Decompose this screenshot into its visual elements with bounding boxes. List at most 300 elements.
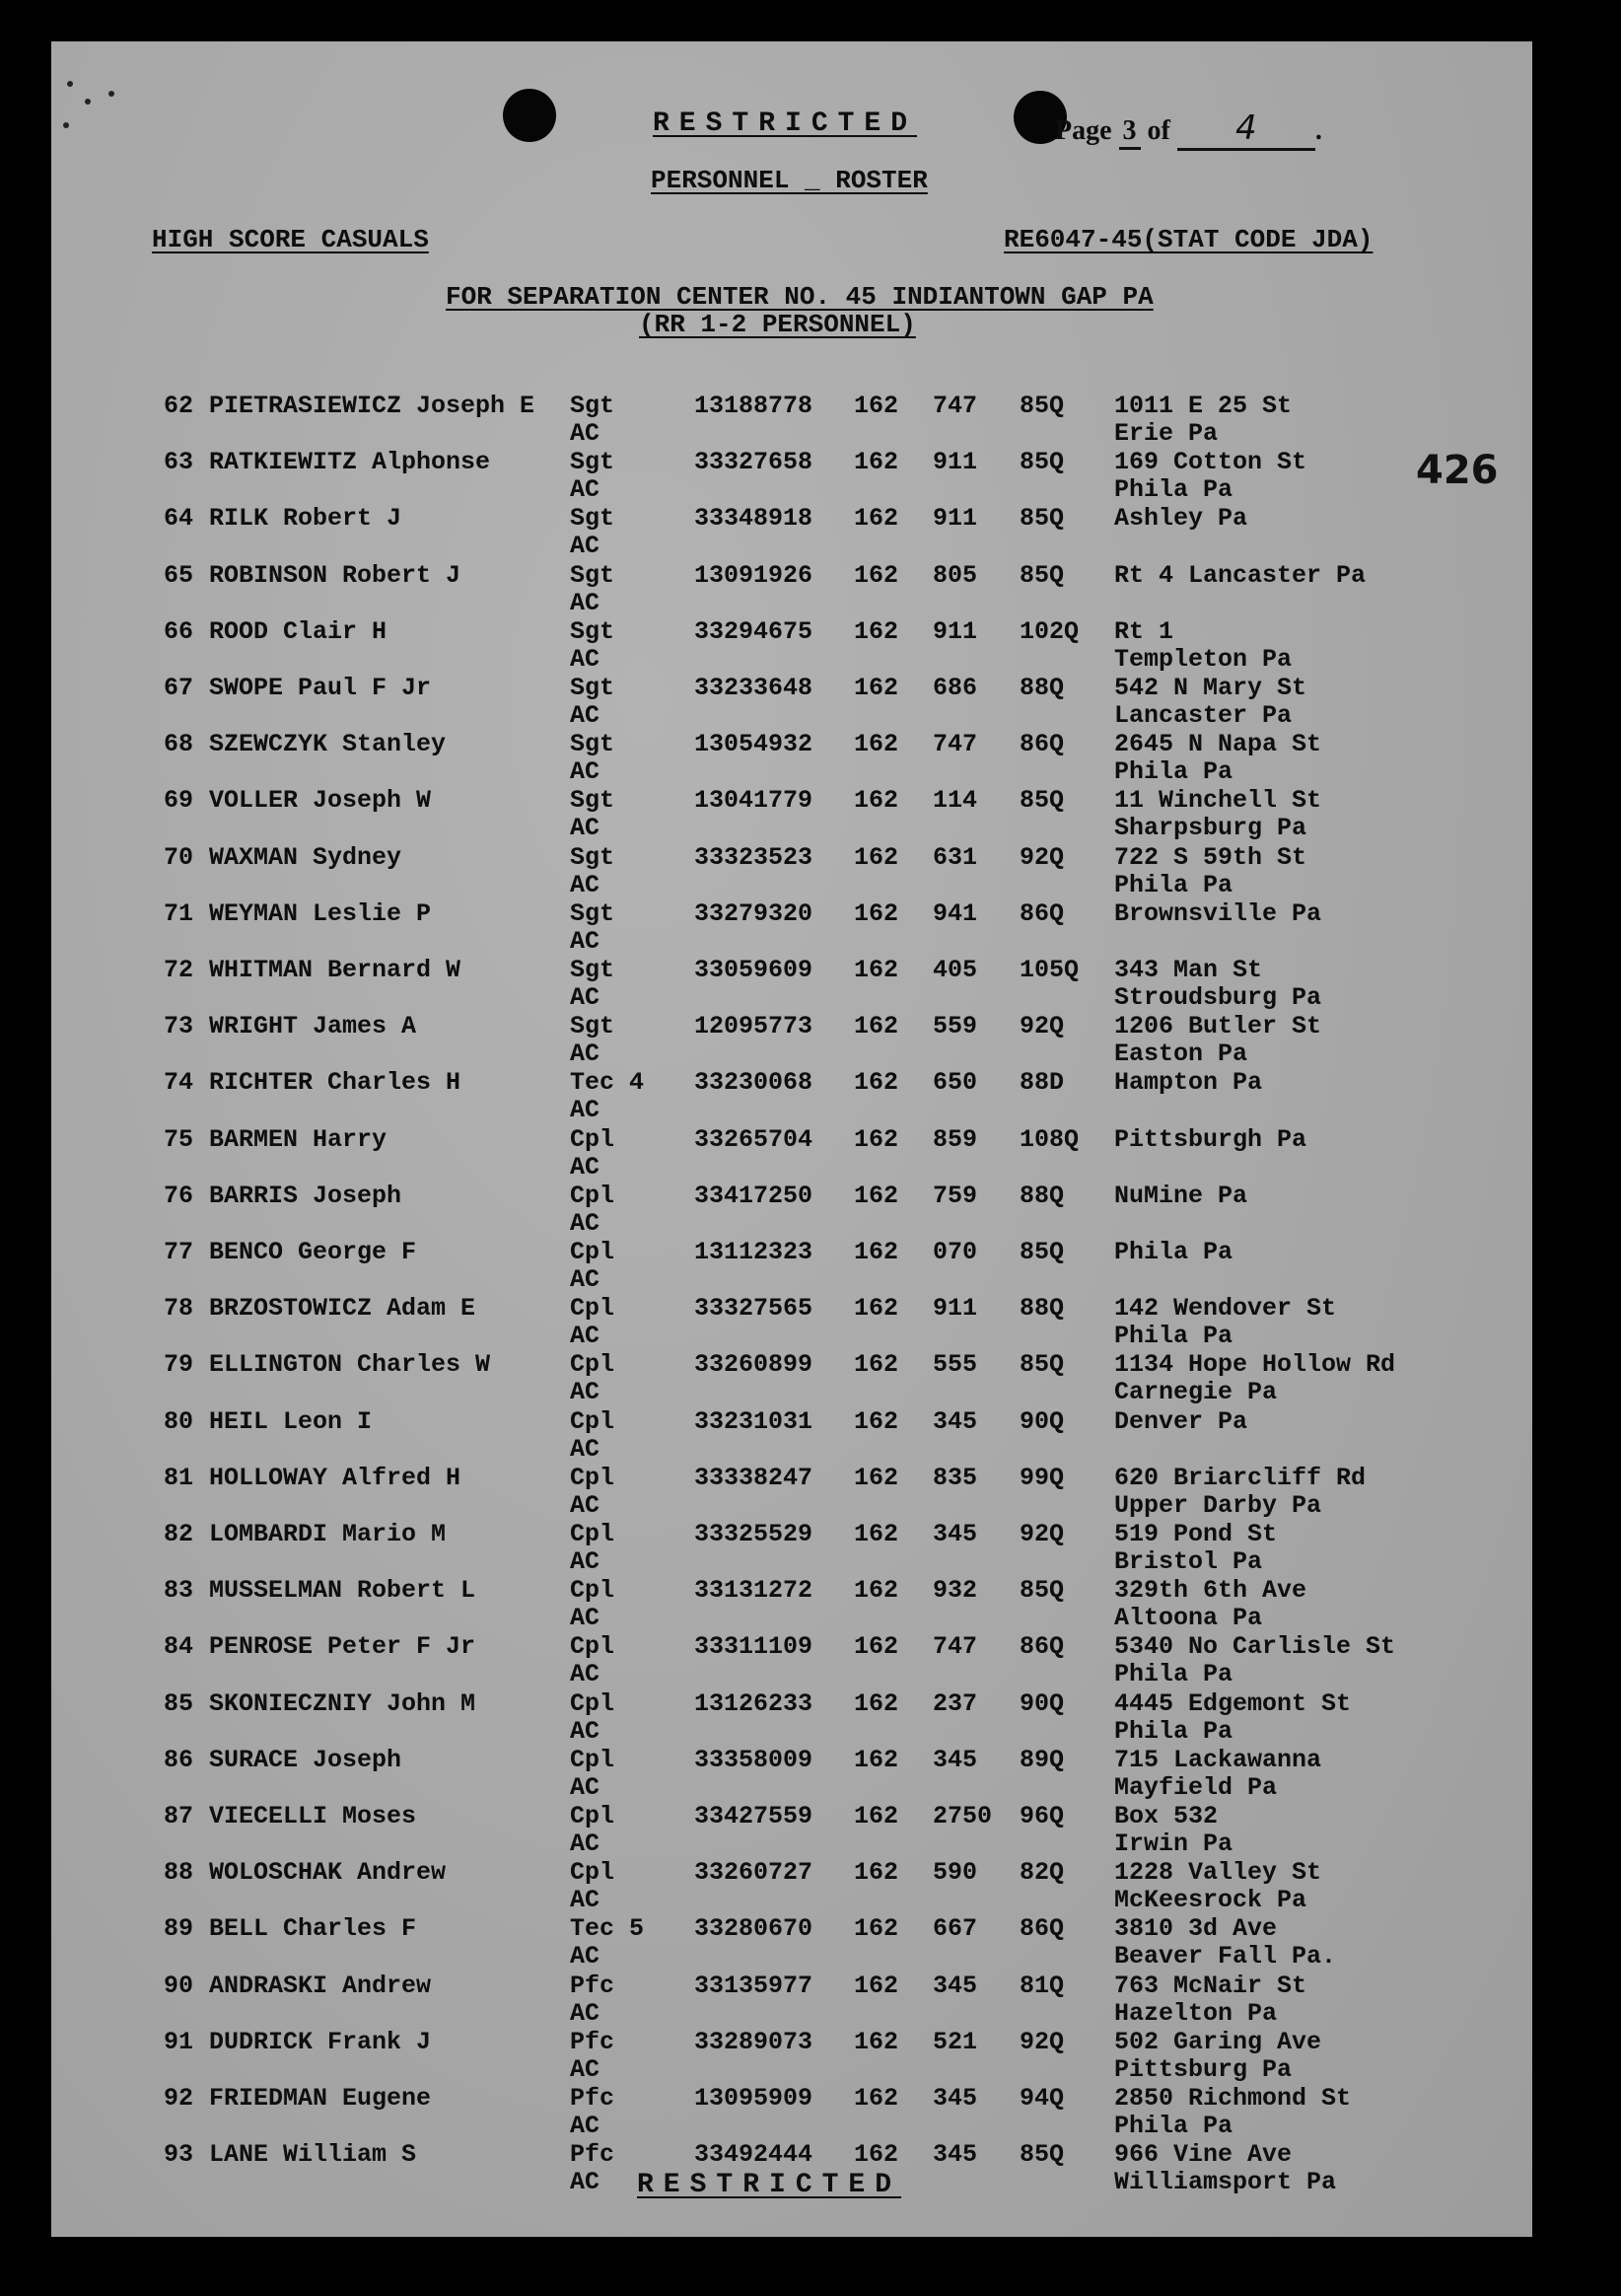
code-2: 590 [933,1858,978,1887]
roster-row [51,1126,1532,1183]
branch: AC [570,871,600,899]
person-name: ROOD Clair H [209,617,388,646]
grade: Sgt [570,448,615,476]
code-1: 162 [854,1746,899,1774]
code-1: 162 [854,843,899,872]
grade: Sgt [570,786,615,815]
code-3: 82Q [1020,1858,1065,1887]
row-number: 91 [164,2028,194,2056]
grade: Cpl [570,1238,615,1266]
code-3: 92Q [1020,843,1065,872]
code-1: 162 [854,899,899,928]
code-1: 162 [854,1858,899,1887]
code-1: 162 [854,674,899,702]
row-number: 77 [164,1238,194,1266]
code-1: 162 [854,1972,899,2000]
address-line-2: Pittsburg Pa [1114,2055,1293,2084]
address-line-2: Phila Pa [1114,871,1233,899]
code-2: 2750 [933,1802,993,1830]
person-name: ELLINGTON Charles W [209,1350,491,1379]
code-1: 162 [854,504,899,533]
grade: Cpl [570,1464,615,1492]
right-heading: RE6047-45(STAT CODE JDA) [1004,225,1374,254]
code-2: 559 [933,1012,978,1040]
code-3: 88Q [1020,1182,1065,1210]
branch: AC [570,1209,600,1238]
restricted-footer: RESTRICTED [637,2170,902,2200]
roster-row [51,1577,1532,1633]
address-line-1: Rt 1 [1114,617,1174,646]
roster-row [51,1351,1532,1407]
address-line-2: Carnegie Pa [1114,1378,1278,1406]
person-name: WHITMAN Bernard W [209,956,461,984]
code-1: 162 [854,392,899,420]
address-line-1: 966 Vine Ave [1114,2140,1293,2169]
grade: Pfc [570,1972,615,2000]
roster-title: PERSONNEL _ ROSTER [651,166,928,195]
person-name: BELL Charles F [209,1914,417,1943]
person-name: MUSSELMAN Robert L [209,1576,476,1605]
address-line-2: Altoona Pa [1114,1604,1263,1632]
serial-number: 33311109 [694,1632,813,1661]
code-2: 805 [933,561,978,590]
code-2: 941 [933,899,978,928]
roster-row [51,1069,1532,1125]
code-3: 81Q [1020,1972,1065,2000]
row-number: 73 [164,1012,194,1040]
grade: Tec 5 [570,1914,645,1943]
branch: AC [570,1830,600,1858]
grade: Sgt [570,843,615,872]
roster-row [51,2029,1532,2085]
person-name: FRIEDMAN Eugene [209,2084,432,2113]
row-number: 74 [164,1068,194,1097]
branch: AC [570,2055,600,2084]
person-name: WOLOSCHAK Andrew [209,1858,447,1887]
roster-row [51,449,1532,505]
person-name: SWOPE Paul F Jr [209,674,432,702]
person-name: ANDRASKI Andrew [209,1972,432,2000]
grade: Sgt [570,730,615,758]
person-name: PENROSE Peter F Jr [209,1632,476,1661]
address-line-1: Pittsburgh Pa [1114,1125,1307,1154]
code-3: 94Q [1020,2084,1065,2113]
roster-row [51,957,1532,1013]
address-line-1: 715 Lackawanna [1114,1746,1322,1774]
grade: Tec 4 [570,1068,645,1097]
roster-table [51,393,1532,2207]
roster-row [51,787,1532,843]
roster-row [51,1859,1532,1915]
person-name: RATKIEWITZ Alphonse [209,448,491,476]
code-3: 86Q [1020,730,1065,758]
code-3: 105Q [1020,956,1080,984]
code-2: 759 [933,1182,978,1210]
grade: Cpl [570,1632,615,1661]
code-1: 162 [854,1464,899,1492]
address-line-2: Phila Pa [1114,1660,1233,1688]
roster-row [51,900,1532,957]
serial-number: 13091926 [694,561,813,590]
address-line-1: 1134 Hope Hollow Rd [1114,1350,1396,1379]
roster-row [51,505,1532,561]
code-2: 345 [933,2084,978,2113]
branch: AC [570,983,600,1012]
serial-number: 13188778 [694,392,813,420]
row-number: 76 [164,1182,194,1210]
address-line-2: Erie Pa [1114,419,1219,448]
person-name: SKONIECZNIY John M [209,1689,476,1718]
code-3: 90Q [1020,1407,1065,1436]
person-name: WAXMAN Sydney [209,843,402,872]
serial-number: 13054932 [694,730,813,758]
row-number: 62 [164,392,194,420]
roster-row [51,1747,1532,1803]
code-3: 96Q [1020,1802,1065,1830]
person-name: SZEWCZYK Stanley [209,730,447,758]
branch: AC [570,814,600,842]
grade: Cpl [570,1689,615,1718]
code-3: 85Q [1020,1350,1065,1379]
grade: Cpl [570,1125,615,1154]
serial-number: 33492444 [694,2140,813,2169]
code-2: 911 [933,1294,978,1323]
code-1: 162 [854,1012,899,1040]
row-number: 80 [164,1407,194,1436]
grade: Cpl [570,1350,615,1379]
code-2: 114 [933,786,978,815]
address-line-2: Phila Pa [1114,757,1233,786]
person-name: ROBINSON Robert J [209,561,461,590]
branch: AC [570,1040,600,1068]
serial-number: 13095909 [694,2084,813,2113]
code-3: 85Q [1020,504,1065,533]
roster-row [51,1408,1532,1465]
subtitle-line-2: (RR 1-2 PERSONNEL) [639,310,916,339]
row-number: 64 [164,504,194,533]
row-number: 84 [164,1632,194,1661]
address-line-1: 542 N Mary St [1114,674,1307,702]
code-2: 859 [933,1125,978,1154]
code-2: 405 [933,956,978,984]
grade: Sgt [570,674,615,702]
address-line-1: 343 Man St [1114,956,1263,984]
branch: AC [570,475,600,504]
code-1: 162 [854,1914,899,1943]
address-line-1: 1206 Butler St [1114,1012,1322,1040]
row-number: 67 [164,674,194,702]
grade: Sgt [570,899,615,928]
person-name: HOLLOWAY Alfred H [209,1464,461,1492]
code-1: 162 [854,1125,899,1154]
code-2: 667 [933,1914,978,1943]
code-1: 162 [854,1294,899,1323]
code-3: 88D [1020,1068,1065,1097]
page-total: 4 [1177,108,1315,151]
row-number: 81 [164,1464,194,1492]
address-line-1: 11 Winchell St [1114,786,1322,815]
address-line-2: Phila Pa [1114,475,1233,504]
serial-number: 33323523 [694,843,813,872]
page-of-label: of [1147,115,1170,146]
branch: AC [570,2112,600,2140]
address-line-1: Ashley Pa [1114,504,1248,533]
code-1: 162 [854,956,899,984]
code-2: 747 [933,730,978,758]
ink-speck [108,91,114,97]
roster-row [51,731,1532,787]
branch: AC [570,1491,600,1520]
person-name: DUDRICK Frank J [209,2028,432,2056]
roster-row [51,844,1532,900]
code-2: 911 [933,617,978,646]
roster-row [51,393,1532,449]
serial-number: 33280670 [694,1914,813,1943]
row-number: 89 [164,1914,194,1943]
row-number: 88 [164,1858,194,1887]
code-3: 85Q [1020,786,1065,815]
address-line-1: Rt 4 Lancaster Pa [1114,561,1367,590]
serial-number: 33233648 [694,674,813,702]
roster-row [51,1690,1532,1747]
address-line-2: McKeesrock Pa [1114,1886,1307,1914]
roster-row [51,1013,1532,1069]
code-3: 85Q [1020,392,1065,420]
address-line-1: 620 Briarcliff Rd [1114,1464,1367,1492]
code-1: 162 [854,1802,899,1830]
code-1: 162 [854,1407,899,1436]
branch: AC [570,645,600,674]
code-2: 521 [933,2028,978,2056]
person-name: BARMEN Harry [209,1125,388,1154]
grade: Sgt [570,561,615,590]
serial-number: 33231031 [694,1407,813,1436]
address-line-2: Williamsport Pa [1114,2168,1337,2196]
code-2: 747 [933,392,978,420]
branch: AC [570,1773,600,1802]
address-line-2: Phila Pa [1114,1322,1233,1350]
row-number: 66 [164,617,194,646]
roster-row [51,2085,1532,2141]
grade: Sgt [570,392,615,420]
grade: Cpl [570,1294,615,1323]
page-end-mark: . [1314,115,1322,146]
serial-number: 33260899 [694,1350,813,1379]
code-2: 345 [933,1972,978,2000]
code-1: 162 [854,1520,899,1548]
roster-row [51,1465,1532,1521]
row-number: 85 [164,1689,194,1718]
address-line-1: 502 Garing Ave [1114,2028,1322,2056]
row-number: 71 [164,899,194,928]
person-name: RICHTER Charles H [209,1068,461,1097]
row-number: 75 [164,1125,194,1154]
grade: Cpl [570,1182,615,1210]
address-line-1: Brownsville Pa [1114,899,1322,928]
person-name: BARRIS Joseph [209,1182,402,1210]
restricted-header: RESTRICTED [653,108,918,139]
ink-speck [85,99,91,105]
row-number: 65 [164,561,194,590]
branch: AC [570,927,600,956]
code-3: 86Q [1020,1632,1065,1661]
address-line-1: Box 532 [1114,1802,1219,1830]
person-name: BRZOSTOWICZ Adam E [209,1294,476,1323]
person-name: PIETRASIEWICZ Joseph E [209,392,535,420]
ink-speck [63,122,69,128]
serial-number: 33427559 [694,1802,813,1830]
code-3: 85Q [1020,561,1065,590]
serial-number: 12095773 [694,1012,813,1040]
code-2: 932 [933,1576,978,1605]
serial-number: 33327565 [694,1294,813,1323]
serial-number: 33417250 [694,1182,813,1210]
branch: AC [570,1378,600,1406]
roster-row [51,1239,1532,1295]
address-line-2: Upper Darby Pa [1114,1491,1322,1520]
page-label: Page [1055,115,1112,146]
grade: Sgt [570,956,615,984]
person-name: RILK Robert J [209,504,402,533]
serial-number: 33358009 [694,1746,813,1774]
row-number: 70 [164,843,194,872]
branch: AC [570,532,600,560]
branch: AC [570,1435,600,1464]
grade: Sgt [570,504,615,533]
address-line-1: NuMine Pa [1114,1182,1248,1210]
row-number: 83 [164,1576,194,1605]
branch: AC [570,1322,600,1350]
row-number: 63 [164,448,194,476]
address-line-1: 169 Cotton St [1114,448,1307,476]
address-line-1: 4445 Edgemont St [1114,1689,1352,1718]
code-3: 85Q [1020,1238,1065,1266]
code-3: 102Q [1020,617,1080,646]
address-line-1: Denver Pa [1114,1407,1248,1436]
code-1: 162 [854,730,899,758]
grade: Cpl [570,1407,615,1436]
code-3: 86Q [1020,899,1065,928]
roster-row [51,562,1532,618]
code-3: 92Q [1020,1520,1065,1548]
code-1: 162 [854,1182,899,1210]
code-1: 162 [854,561,899,590]
serial-number: 13112323 [694,1238,813,1266]
serial-number: 33131272 [694,1576,813,1605]
page-number: 3 [1119,115,1141,150]
code-3: 90Q [1020,1689,1065,1718]
branch: AC [570,1717,600,1746]
grade: Pfc [570,2084,615,2113]
branch: AC [570,1604,600,1632]
row-number: 86 [164,1746,194,1774]
code-2: 345 [933,2140,978,2169]
grade: Sgt [570,1012,615,1040]
row-number: 68 [164,730,194,758]
code-2: 345 [933,1746,978,1774]
branch: AC [570,1153,600,1182]
address-line-2: Irwin Pa [1114,1830,1233,1858]
code-2: 070 [933,1238,978,1266]
code-3: 92Q [1020,2028,1065,2056]
serial-number: 33348918 [694,504,813,533]
serial-number: 33279320 [694,899,813,928]
branch: AC [570,419,600,448]
branch: AC [570,1547,600,1576]
grade: Cpl [570,1858,615,1887]
serial-number: 13126233 [694,1689,813,1718]
code-2: 686 [933,674,978,702]
code-1: 162 [854,1238,899,1266]
person-name: VOLLER Joseph W [209,786,432,815]
address-line-2: Phila Pa [1114,1717,1233,1746]
branch: AC [570,701,600,730]
branch: AC [570,1886,600,1914]
branch: AC [570,757,600,786]
address-line-1: 3810 3d Ave [1114,1914,1278,1943]
serial-number: 33338247 [694,1464,813,1492]
address-line-1: 1011 E 25 St [1114,392,1293,420]
grade: Sgt [570,617,615,646]
row-number: 69 [164,786,194,815]
code-3: 85Q [1020,2140,1065,2169]
address-line-2: Phila Pa [1114,2112,1233,2140]
code-2: 237 [933,1689,978,1718]
code-3: 85Q [1020,1576,1065,1605]
person-name: BENCO George F [209,1238,417,1266]
code-1: 162 [854,1576,899,1605]
row-number: 87 [164,1802,194,1830]
code-1: 162 [854,1689,899,1718]
page-indicator [1055,108,1322,151]
code-1: 162 [854,786,899,815]
subtitle-line-1: FOR SEPARATION CENTER NO. 45 INDIANTOWN GAP PA [446,282,1154,312]
address-line-1: 142 Wendover St [1114,1294,1337,1323]
address-line-2: Sharpsburg Pa [1114,814,1307,842]
code-2: 345 [933,1407,978,1436]
address-line-2: Stroudsburg Pa [1114,983,1322,1012]
code-1: 162 [854,2028,899,2056]
row-number: 78 [164,1294,194,1323]
code-1: 162 [854,1632,899,1661]
grade: Cpl [570,1802,615,1830]
code-1: 162 [854,2084,899,2113]
address-line-1: 519 Pond St [1114,1520,1278,1548]
document-page [51,41,1532,2237]
code-3: 108Q [1020,1125,1080,1154]
code-2: 911 [933,448,978,476]
branch: AC [570,1660,600,1688]
roster-row [51,1633,1532,1689]
person-name: HEIL Leon I [209,1407,373,1436]
branch: AC [570,1999,600,2028]
row-number: 72 [164,956,194,984]
address-line-1: 329th 6th Ave [1114,1576,1307,1605]
code-3: 88Q [1020,674,1065,702]
code-1: 162 [854,448,899,476]
serial-number: 33265704 [694,1125,813,1154]
address-line-1: 2850 Richmond St [1114,2084,1352,2113]
branch: AC [570,1265,600,1294]
code-2: 835 [933,1464,978,1492]
code-1: 162 [854,1350,899,1379]
code-1: 162 [854,2140,899,2169]
address-line-2: Mayfield Pa [1114,1773,1278,1802]
branch: AC [570,2168,600,2196]
punch-hole-left [503,89,556,142]
code-2: 631 [933,843,978,872]
serial-number: 33289073 [694,2028,813,2056]
